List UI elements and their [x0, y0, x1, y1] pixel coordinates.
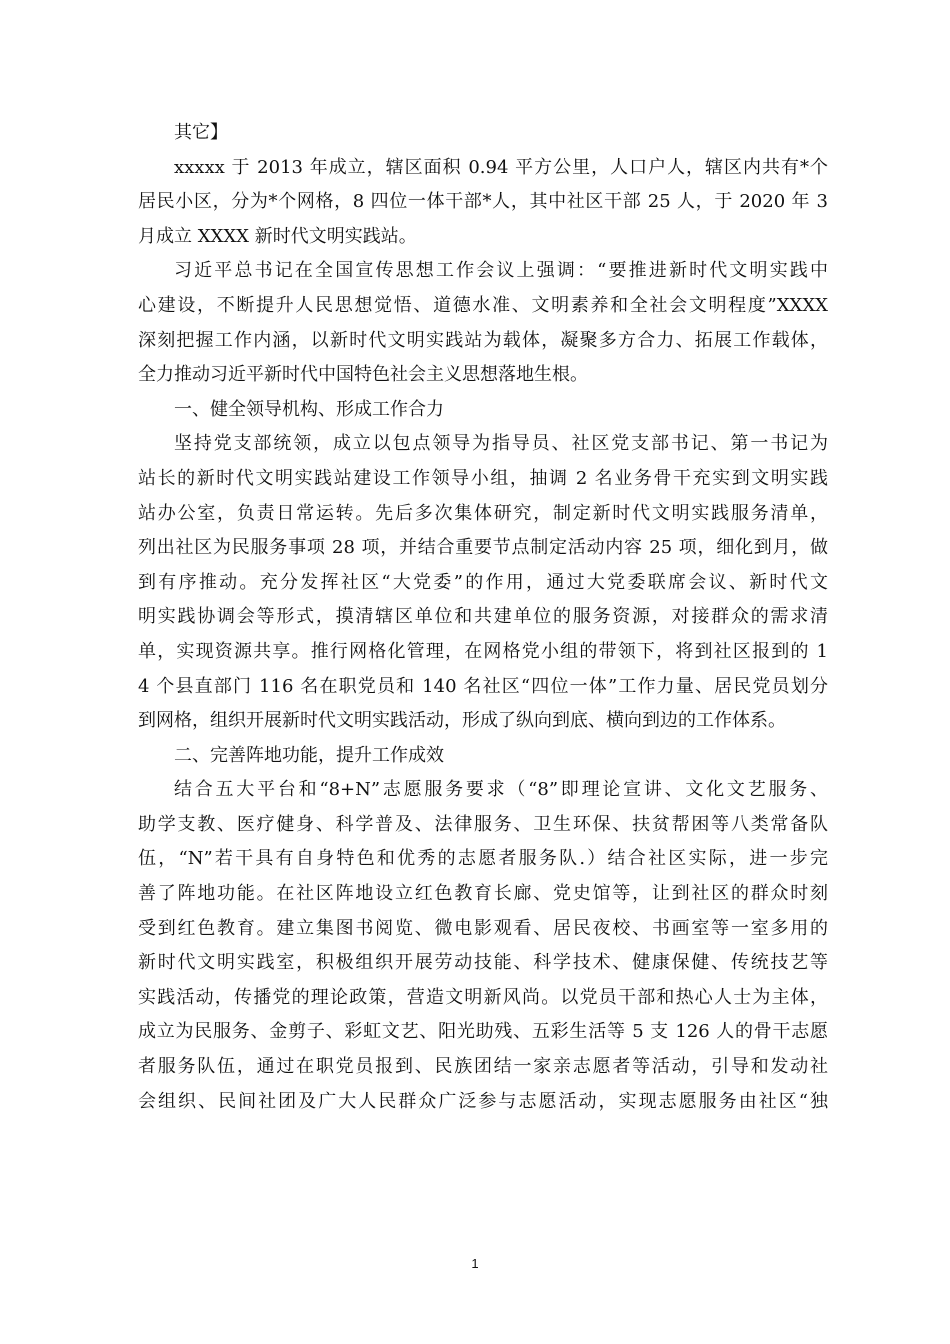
paragraph-line: 4 个县直部门 116 名在职党员和 140 名社区“四位一体”工作力量、居民党员划分 [138, 675, 828, 697]
paragraph-line: 者服务队伍，通过在职党员报到、民族团结一家亲志愿者等活动，引导和发动社 [138, 1056, 828, 1078]
section-heading: 二、完善阵地功能，提升工作成效 [174, 744, 444, 766]
paragraph-line: 心建设，不断提升人民思想觉悟、道德水准、文明素养和全社会文明程度”XXXX [138, 294, 828, 316]
page-number: 1 [471, 1256, 479, 1271]
paragraph-line: 实践活动，传播党的理论政策，营造文明新风尚。以党员干部和热心人士为主体， [138, 986, 828, 1008]
paragraph-line: 新时代文明实践室，积极组织开展劳动技能、科学技术、健康保健、传统技艺等 [138, 952, 828, 974]
paragraph-line: 伍，“N”若干具有自身特色和优秀的志愿者服务队.）结合社区实际，进一步完 [138, 848, 828, 870]
paragraph-line: 月成立 XXXX 新时代文明实践站。 [138, 225, 417, 247]
paragraph-line: 助学支教、医疗健身、科学普及、法律服务、卫生环保、扶贫帮困等八类常备队 [138, 813, 828, 835]
paragraph-line: 善了阵地功能。在社区阵地设立红色教育长廊、党史馆等，让到社区的群众时刻 [138, 883, 828, 905]
paragraph-line: 居民小区，分为*个网格，8 四位一体干部*人，其中社区干部 25 人，于 2020 年 3 [138, 191, 828, 213]
paragraph-line: xxxxx 于 2013 年成立，辖区面积 0.94 平方公里，人口户人，辖区内共有*个 [174, 156, 828, 178]
document-body [138, 116, 828, 1119]
paragraph-line: 明实践协调会等形式，摸清辖区单位和共建单位的服务资源，对接群众的需求清 [138, 606, 828, 628]
paragraph-line: 结合五大平台和“8+N”志愿服务要求（“8”即理论宣讲、文化文艺服务、 [174, 779, 828, 801]
paragraph-line: 站长的新时代文明实践站建设工作领导小组，抽调 2 名业务骨干充实到文明实践 [138, 467, 828, 489]
paragraph-line: 单，实现资源共享。推行网格化管理，在网格党小组的带领下，将到社区报到的 1 [138, 640, 828, 662]
paragraph-line: 成立为民服务、金剪子、彩虹文艺、阳光助残、五彩生活等 5 支 126 人的骨干志愿 [138, 1021, 828, 1043]
section-heading: 一、健全领导机构、形成工作合力 [174, 398, 444, 420]
paragraph-line: 习近平总书记在全国宣传思想工作会议上强调：“要推进新时代文明实践中 [174, 260, 828, 282]
paragraph-line: 全力推动习近平新时代中国特色社会主义思想落地生根。 [138, 364, 588, 386]
paragraph-line: 会组织、民间社团及广大人民群众广泛参与志愿活动，实现志愿服务由社区“独 [138, 1090, 828, 1112]
paragraph-line: 其它】 [174, 122, 228, 143]
paragraph-line: 坚持党支部统领，成立以包点领导为指导员、社区党支部书记、第一书记为 [174, 433, 828, 455]
paragraph-line: 深刻把握工作内涵，以新时代文明实践站为载体，凝聚多方合力、拓展工作载体， [138, 329, 828, 351]
paragraph-line: 受到红色教育。建立集图书阅览、微电影观看、居民夜校、书画室等一室多用的 [138, 917, 828, 939]
paragraph-line: 到网格，组织开展新时代文明实践活动，形成了纵向到底、横向到边的工作体系。 [138, 710, 786, 732]
paragraph-line: 到有序推动。充分发挥社区“大党委”的作用，通过大党委联席会议、新时代文 [138, 571, 828, 593]
paragraph-line: 站办公室，负责日常运转。先后多次集体研究，制定新时代文明实践服务清单， [138, 502, 828, 524]
paragraph-line: 列出社区为民服务事项 28 项，并结合重要节点制定活动内容 25 项，细化到月，做 [138, 537, 828, 559]
